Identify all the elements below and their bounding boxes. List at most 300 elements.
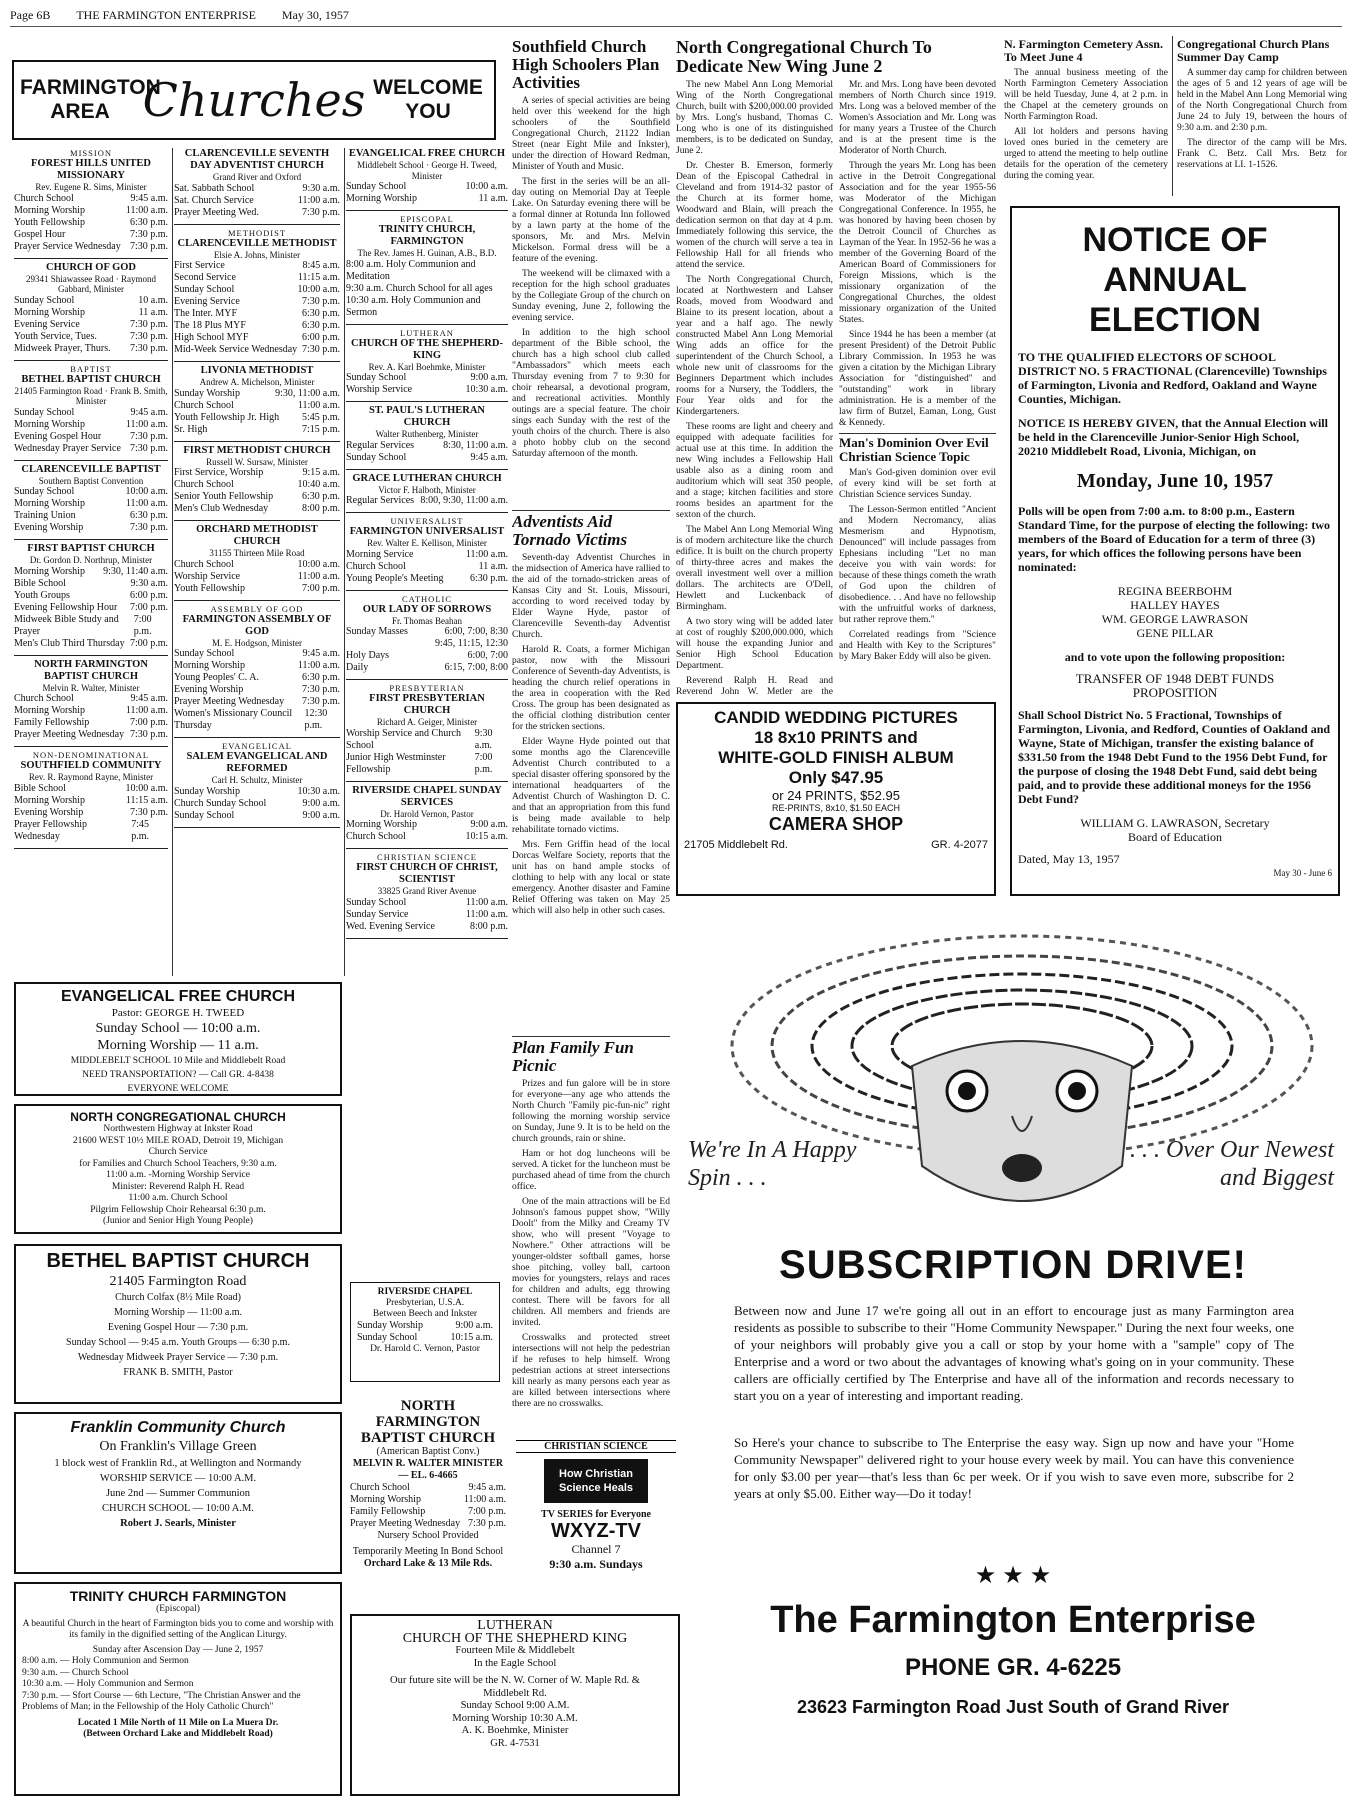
church-details: Fr. Thomas Beahan [391,615,463,626]
story-paragraph: Mr. and Mrs. Long have been devoted members of North Church since 1919. Mrs. Long was a beloved member of the Women's Association and Mr. Long was for many years a Trustee of the Church and is at the present time is the Moderator of North Church. [839,80,996,156]
service-row [346,662,508,674]
nfbc-location: Orchard Lake & 13 Mile Rds. [363,1558,493,1569]
story-paragraph: Through the years Mr. Long has been active in the Detroit Congregational Association and for the year 1955-56 was Moderator of the Michigan Congregational Conference. In 1955, he was honored by having been chosen by the Detroit Council of Churches as Layman of the Year. In 1952-56 he was a member of the Governing Board of the American Board of Commissioners for Foreign Missions, which is the missionary organization of the Congregational Churches, the oldest missionary organization of the United States. [839,161,996,325]
service-time: 6:30 p.m. [129,510,168,521]
service-time: 10:00 a.m. [125,486,168,497]
service-time: 9:00 a.m. [302,809,340,821]
service-row [14,419,168,431]
church-name: BETHEL BAPTIST CHURCH [21,373,161,385]
church-listing [14,464,168,535]
riverside-t1: 9:00 a.m. [455,1320,493,1331]
notice-sig1: WILLIAM G. LAWRASON, Secretary [1080,816,1270,830]
service-time: 10:15 a.m. [465,831,508,842]
service-row [174,260,340,272]
service-row [174,660,340,672]
service-name: 10:30 a.m. Holy Communion and Sermon [346,294,481,318]
story-picnic [512,1036,670,1437]
story-adventists [512,510,670,1031]
story-paragraph: Correlated readings from "Science and Health with Key to the Scriptures" by Mary Baker Eddy will also be given. [839,630,996,662]
church-details: Elsie A. Johns, Minister [213,249,301,260]
ncc-l8: Pilgrim Fellowship Choir Rehearsal 6:30 p.m. [90,1204,266,1215]
service-row [350,1518,506,1530]
service-name: 9:30 a.m. Church School for all ages [346,282,493,294]
sub-p1: Between now and June 17 we're going all out in an effort to encourage just as many Farmington area residents as possible to subscribe to their "Home Community Newspaper." During the next four weeks, one of your neighbors will probably give you a call or stop by your home with a "sample" copy of The Enterprise and a word or two about the advantages of knowing what's going on in your community. These callers are officially certified by The Enterprise and have all of the information and records necessary to start you on a year of interesting and important reading. [734,1303,1294,1403]
story-paragraph: The Mabel Ann Long Memorial Wing is of modern architecture like the church edifice. It is built on the church property of thirty-three acres and makes the overall investment well over a million dollars. The architects are O'Dell, Hewlett and Luckenback of Birmingham. [676,525,833,612]
story-day-camp [1172,36,1347,196]
service-row [174,207,340,219]
efc-welcome: EVERYONE WELCOME [127,1084,229,1094]
franklin-l3: WORSHIP SERVICE — 10:00 A.M. [99,1473,257,1484]
service-name: Prayer Meeting Wednesday [174,696,285,707]
church-category: UNIVERSALIST [390,516,464,526]
service-time: 8:00 p.m. [469,920,508,932]
divider [14,258,168,259]
service-time: 9:45, 11:15, 12:30 [435,638,508,649]
story-cemetery [1004,36,1168,196]
church-category: METHODIST [227,227,287,238]
service-name: Church School [14,192,74,204]
service-row [346,384,508,396]
service-name: Morning Worship [14,498,85,509]
story-paragraph: Seventh-day Adventist Churches in the midsection of America have rallied to the aid of the tornado-stricken areas of Kansas City and St. Louis, Missouri, according to word received today by Elder Wayne Hyde, pastor of Clarenceville Seventh-day Adventist Church. [512,553,670,640]
franklin-name: Franklin Community Church [70,1419,286,1436]
service-row [14,205,168,217]
service-row [346,831,508,843]
sub-phone: PHONE GR. 4-6225 [904,1654,1122,1681]
nominee-name: GENE PILLAR [1136,626,1214,640]
church-details: 33825 Grand River Avenue [377,886,477,896]
service-name: Worship Service and Church School [346,727,461,751]
church-name: LIVONIA METHODIST [200,365,314,376]
service-time: 7:30 p.m. [129,522,168,533]
notice-run: May 30 - June 6 [1273,868,1332,878]
service-row [14,217,168,229]
divider [346,590,508,591]
lutheran-l8: A. K. Boehmke, Minister [461,1725,569,1736]
franklin-ad [14,1412,342,1574]
service-row [174,412,340,424]
service-name: Church School [350,1482,410,1493]
service-row [174,571,340,583]
election-notice [1010,206,1340,896]
service-row [174,284,340,296]
divider [346,210,508,211]
nfbc-note: Nursery School Provided [377,1530,479,1541]
service-name: Sunday Service [346,908,409,920]
service-time: 8:30, 11:00 a.m. [443,439,508,451]
service-row [14,229,168,241]
church-listing [14,148,168,253]
notice-dated: Dated, May 13, 1957 [1018,852,1120,866]
service-time: 10:30 a.m. [465,384,508,395]
divider [174,737,340,738]
service-name: Holy Days [346,650,390,661]
service-name: Church School [174,479,234,490]
service-time: 7:00 p.m. [129,717,168,728]
service-name: The 18 Plus MYF [174,320,246,331]
service-name: Church School [14,693,74,704]
story-paragraph: The weekend will be climaxed with a reception for the high school graduates by the Collegiate Group of the church on Sunday evening, June 2, following the evening service. [512,269,670,323]
church-name: OUR LADY OF SORROWS [362,603,492,615]
bethel-pastor: FRANK B. SMITH, Pastor [123,1367,233,1378]
church-name: NORTH FARMINGTON BAPTIST CHURCH [34,658,148,682]
service-name: Sunday School [346,181,407,192]
story-paragraph: The annual business meeting of the North Farmington Cemetery Association will be held Tuesday, June 4, at 2 p.m. in the Chapel at the cemetery grounds on North Farmington Road. [1004,68,1168,122]
page-number: Page 6B [10,7,51,22]
divider [174,600,340,601]
notice-p1: TO THE QUALIFIED ELECTORS OF SCHOOL DISTRICT NO. 5 FRACTIONAL (Clarenceville) Townships of Farmington, Livonia and Redford, Oakland and Wayne Counties, Michigan. [1018,350,1327,406]
banner-right: WELCOME YOU [373,76,483,123]
service-row [174,559,340,571]
church-category: ASSEMBLY OF GOD [210,603,304,614]
ncc-l5: 11:00 a.m. -Morning Worship Service [106,1170,250,1180]
service-name: Morning Worship [14,306,85,318]
bethel-ad [14,1244,342,1404]
church-name: FIRST CHURCH OF CHRIST, SCIENTIST [356,862,498,885]
service-name: Morning Worship [350,1494,421,1505]
church-name: FARMINGTON UNIVERSALIST [349,526,505,537]
church-details: Rev. Eugene R. Sims, Minister [35,182,147,192]
service-name: Youth Fellowship Jr. High [174,411,280,423]
ncc-name: NORTH CONGREGATIONAL CHURCH [70,1110,286,1124]
service-name: Church School [174,399,234,411]
service-name: First Service, Worship [174,467,264,478]
service-time: 11:00 a.m. [297,399,340,411]
service-time: 6:30 p.m. [301,308,340,319]
service-time: 7:30 p.m. [129,729,168,740]
service-time: 7:30 p.m. [129,240,168,252]
cs-tv: TV SERIES for Everyone [541,1509,651,1520]
church-listing [174,148,340,219]
church-details: Walter Ruthenberg, Minister [375,429,479,439]
service-row [346,495,508,507]
church-category: NON-DENOMINATIONAL [32,750,150,760]
service-row [346,561,508,573]
service-time: 10:40 a.m. [297,479,340,490]
cs-channel: Channel 7 [571,1542,621,1556]
service-row [174,344,340,356]
service-row [174,798,340,810]
sub-title: SUBSCRIPTION DRIVE! [779,1243,1247,1287]
service-time: 9:00 a.m. [470,819,508,830]
lutheran-l1: LUTHERAN [477,1618,553,1633]
service-name: Sunday Worship [174,785,240,797]
efc-trans: NEED TRANSPORTATION? — Call GR. 4-8438 [82,1070,274,1080]
story-paragraph: A summer day camp for children between the ages of 5 and 12 years of age will be held in the Mabel Ann Long Memorial wing of the North Congregational Church from June 24 to July 19, between the hours of 9:30 a.m. and 2:30 p.m. [1177,68,1347,133]
service-name: Prayer Meeting Wednesday [350,1518,461,1529]
story-paragraph: These rooms are light and cheery and equipped with adequate facilities for actual use at this time. In addition the new Wing includes a Fellowship Hall usable also as a dining room and auditorium which will seat 350 people, and a stage; kitchen facilities and store rooms besides an apartment for the sexton of the church. [676,422,833,520]
directory-column-1 [14,148,173,976]
service-time: 11:00 a.m. [463,1494,506,1505]
sub-paper-name: The Farmington Enterprise [770,1599,1256,1641]
lutheran-l4: In the Eagle School [473,1657,557,1669]
divider [14,848,168,849]
service-row [346,897,508,909]
church-category: BAPTIST [70,363,112,374]
nominee-list [1018,584,1332,640]
service-time: 10:30 a.m. [297,785,340,797]
church-details: Rev. Walter E. Kellison, Minister [367,538,487,548]
service-name: Second Service [174,272,236,283]
service-name: Evening Service [14,318,80,330]
story-paragraph: The first in the series will be an all-day outing on Memorial Day at Teeple Lake. On Saturday evening there will be a formal dinner at Rotunda Inn followed by a lawn party at the home of the sponsors, Mr. and Mrs. Melvin Mickelson. Formal dress will be a feature of the evening. [512,177,670,264]
lutheran-l5: Our future site will be the N. W. Corner of W. Maple Rd. & Middlebelt Rd. [390,1675,640,1699]
church-category: LUTHERAN [400,327,454,338]
service-name: Morning Worship [346,819,417,830]
service-time: 11:00 a.m. [465,548,508,560]
camera-l4: Only $47.95 [788,768,884,787]
service-name: Young Peoples' C. A. [174,672,259,683]
church-name: FIRST BAPTIST CHURCH [27,543,155,554]
service-time: 6:30 p.m. [129,216,168,228]
church-listing [346,852,508,933]
church-details: 21405 Farmington Road · Frank B. Smith, Minister [14,385,168,406]
church-details: Southern Baptist Convention [38,475,144,486]
service-name: Wed. Evening Service [346,920,435,932]
nominee-name: REGINA BEERBOHM [1117,584,1233,598]
ncc-l9: (Junior and Senior High Young People) [103,1216,253,1226]
bethel-l4: Sunday School — 9:45 a.m. Youth Groups — 6:30 p.m. [66,1337,290,1348]
service-name: High School MYF [174,332,249,343]
divider [346,324,508,325]
service-row [14,807,168,819]
divider [346,848,508,849]
service-name: Senior Youth Fellowship [174,491,274,502]
service-name: Midweek Bible Study and Prayer [14,613,119,637]
cs-time: 9:30 a.m. Sundays [549,1557,643,1571]
service-time: 7:00 p.m. [301,582,340,594]
camera-shop-ad [676,702,996,896]
church-listing [346,683,508,776]
service-name: Prayer Service Wednesday [14,240,121,252]
service-time: 7:30 p.m. [129,318,168,330]
church-name: SOUTHFIELD COMMUNITY [20,760,162,771]
church-listing [346,148,508,205]
service-row [346,193,508,205]
service-name: Evening Worship [14,522,84,533]
service-row [346,283,508,295]
service-row [14,443,168,455]
church-listing [174,445,340,516]
service-row [14,319,168,331]
service-time: 10:00 a.m. [125,782,168,794]
service-name: Morning Worship [14,705,85,716]
service-name: Family Fellowship [350,1506,426,1517]
church-listing [174,604,340,733]
story-adventists-headline: Adventists Aid Tornado Victims [512,512,628,549]
church-details: The Rev. James H. Guinan, A.B., B.D. [357,248,497,258]
service-name: Gospel Hour [14,228,66,240]
church-details: Russell W. Sursaw, Minister [206,456,308,467]
cs-label: CHRISTIAN SCIENCE [516,1440,676,1453]
service-name: Morning Worship [174,660,245,671]
church-listing [14,750,168,843]
service-time: 9:30 a.m. [474,727,493,751]
trinity-ad [14,1582,342,1796]
service-name: Mid-Week Service Wednesday [174,344,298,355]
trinity-l3: 8:00 a.m. — Holy Communion and Sermon [22,1656,189,1666]
service-name: Sunday School [346,451,407,463]
service-name: Sunday School [174,648,235,659]
service-time: 11:00 a.m. [465,908,508,920]
notice-date: Monday, June 10, 1957 [1076,470,1274,492]
church-details: 31155 Thirteen Mile Road [209,548,305,558]
camera-l7: CAMERA SHOP [768,814,904,834]
church-name: ORCHARD METHODIST CHURCH [196,524,318,547]
service-time: 11:15 a.m. [297,272,340,283]
efc-s2: Morning Worship — 11 a.m. [97,1038,259,1053]
divider [174,441,340,442]
service-time: 7:30 p.m. [301,344,340,355]
story-southfield-headline: Southfield Church High Schoolers Plan Activities [512,37,660,92]
service-time: 9:45 a.m. [130,693,168,704]
service-row [14,407,168,419]
camera-l6: RE-PRINTS, 8x10, $1.50 EACH [771,803,901,813]
sub-stars: ★ ★ ★ [974,1563,1052,1589]
service-row [174,503,340,515]
trinity-l1: A beautiful Church in the heart of Farmington bids you to come and worship with its family in the dignified setting of the Anglican Liturgy. [22,1618,334,1640]
story-paragraph: The North Congregational Church, located at Northwestern and Lahser Roads, moved from Woodward and Blaine to its present location, about a year and a half ago. The newly constructed Mabel Ann Long Memorial Wing adds an office for the superintendent of the Church School, a whole new unit of classrooms for the Beginners Department which includes rooms for a Nursery, the Toddlers, the Four Year olds and for the Kindergarteners. [676,275,833,417]
service-name: Regular Services [346,495,415,506]
service-time: 7:30 p.m. [301,696,340,707]
church-listing [346,516,508,585]
service-row [14,431,168,443]
service-name: Sunday School [174,809,235,821]
service-row [14,705,168,717]
service-row [174,696,340,708]
service-row [174,183,340,195]
service-time: 10 a.m. [138,294,168,306]
efc-pastor: Pastor: GEORGE H. TWEED [111,1007,245,1019]
notice-p4: and to vote upon the following proposition: [1064,650,1286,664]
story-cs-headline: Man's Dominion Over Evil Christian Science Topic [839,435,989,464]
story-paragraph: Elder Wayne Hyde pointed out that some months ago the Clarenceville Adventist Church contributed to a special disaster offering sponsored by the international headquarters of the Adventist Church of Washington D. C. and that an appropriation from this fund is being made available to help rehabilitate tornado victims. [512,737,670,835]
story-north-congregational [676,36,996,696]
divider [174,827,340,828]
riverside-s2: Sunday School [357,1332,418,1343]
franklin-l5: CHURCH SCHOOL — 10:00 A.M. [102,1503,254,1514]
service-row [174,810,340,822]
service-row [346,573,508,585]
sub-left-tagline: We're In A Happy Spin . . . [688,1137,857,1191]
service-name: Church School [174,558,234,570]
service-time: 10:00 a.m. [297,558,340,570]
riverside-pastor: Dr. Harold C. Vernon, Pastor [370,1344,480,1354]
service-row [14,578,168,590]
service-name: The Inter. MYF [174,308,238,319]
notice-p3: Polls will be open from 7:00 a.m. to 8:00 p.m., Eastern Standard Time, for the purpose of electing the following: two members of the Board of Education for a term of three (3) years, for which offices the following persons have been nominated: [1018,504,1330,574]
service-name: Sunday Worship [174,387,240,399]
franklin-l4: June 2nd — Summer Communion [105,1488,251,1499]
notice-p2: NOTICE IS HEREBY GIVEN, that the Annual Election will be held in the Clarenceville Junior-Senior High School, 20210 Middlebelt Road, Livonia, Michigan, on [1018,416,1328,458]
service-row [14,331,168,343]
ncc-l3: Church Service [148,1147,208,1157]
service-name: Daily [346,662,369,673]
church-details: Grand River and Oxford [212,172,302,182]
church-listing [174,524,340,595]
story-paragraph: The new Mabel Ann Long Memorial Wing of the North Congregational Church, built with $200,000.00 provided by Mrs. Long's husband, Thomas C. Long who is one of its distinguished members, is to be dedicated on Sunday, June 2. [676,80,833,156]
nominee-name: WM. GEORGE LAWRASON [1101,612,1249,626]
nfbc-services [350,1482,506,1530]
service-name: Bible School [14,782,66,794]
church-details: Dr. Harold Vernon, Pastor [380,808,474,819]
service-row [14,783,168,795]
story-paragraph: Dr. Chester B. Emerson, formerly Dean of the Episcopal Cathedral in Cleveland and from 1914-32 pastor of the Church at its former home, Woodward and Blain, will preach the dedication sermon on that day at 4 p.m. Immediately following this service, the women of the church will serve a tea in Fellowship Hall for all friends who attend the service. [676,161,833,270]
service-time: 11:00 a.m. [125,498,168,509]
service-time: 9:45 a.m. [130,192,168,204]
riverside-chapel-box [350,1282,500,1382]
bethel-addr: 21405 Farmington Road [109,1274,247,1289]
service-name: Women's Missionary Council Thursday [174,708,293,731]
service-name: Sr. High [174,423,208,435]
service-time: 9:15 a.m. [302,467,340,478]
service-time: 6:00 p.m. [129,589,168,601]
ncc-l7: 11:00 a.m. Church School [128,1193,228,1203]
service-row [346,638,508,650]
service-name: Evening Fellowship Hour [14,601,118,613]
service-time: 8:00 p.m. [301,503,340,514]
story-cemetery-headline: N. Farmington Cemetery Assn. To Meet June 4 [1004,37,1163,64]
notice-sig2: Board of Education [1128,830,1222,844]
franklin-l1: On Franklin's Village Green [99,1439,257,1454]
service-name: Sunday School [14,486,75,497]
story-paragraph: All lot holders and persons having loved ones buried in the cemetery are urged to attend the meeting to help outline details for the operation of the cemetery during the coming year. [1004,127,1168,181]
church-name: FOREST HILLS UNITED MISSIONARY [30,158,151,181]
church-listing [14,543,168,650]
story-paragraph: Mrs. Fern Griffin head of the local Dorcas Welfare Society, reports that the unit has on hand ample stocks of clothing to help with any local or state emergency. Another disaster and Famine Relief Offering was taken on May 25 which will also help in other such cases. [512,840,670,916]
service-time: 6:30 p.m. [469,572,508,584]
banner-left: FARMINGTON AREA [20,76,161,123]
story-paragraph: Prizes and fun galore will be in store for everyone—any age who attends the North Church "Family pic-fun-nic" right following the morning worship service on Sunday, June 9. It is to be held on the church grounds, rain or shine. [512,1079,670,1144]
service-time: 7:30 p.m. [301,296,340,307]
service-name: Sat. Sabbath School [174,182,255,194]
service-time: 11:00 a.m. [465,896,508,908]
trinity-l2: Sunday after Ascension Day — June 2, 1957 [92,1644,264,1655]
lutheran-box [350,1614,680,1796]
story-paragraph: Since 1944 he has been a member (at present President) of the Detroit Public Library Commission. In 1953 he was given a citation by the Michigan Library Association for "distinguished" and "outstanding" work in library administration. He is a member of the law firm of Butzel, Eaman, Long, Gust & Kennedy. [839,330,996,428]
nfbc-sub: (American Baptist Conv.) [376,1446,480,1457]
service-time: 9:00 a.m. [470,372,508,383]
story-paragraph: Reverend Ralph H. Read and Reverend John W. Metler are the [676,676,833,696]
service-row [14,193,168,205]
divider [14,655,168,656]
service-name: Morning Worship [14,565,85,577]
service-time: 11:00 a.m. [297,194,340,206]
service-name: Youth Fellowship [14,216,85,228]
notice-title-2: ANNUAL ELECTION [1089,261,1261,339]
franklin-l2: 1 block west of Franklin Rd., at Wellington and Normandy [54,1458,302,1469]
service-time: 11:00 a.m. [297,570,340,582]
service-name: Evening Worship [14,806,84,818]
trinity-l5: 10:30 a.m. — Holy Communion and Sermon [22,1679,194,1689]
service-name: Church School [346,560,406,572]
story-ncc-headline: North Congregational Church To Dedicate New Wing June 2 [676,37,932,76]
service-time: 7:30 p.m. [129,330,168,342]
service-name: Morning Worship [346,193,417,204]
service-time: 6:30 p.m. [301,672,340,683]
service-time: 9:30, 11:40 a.m. [103,565,168,577]
trinity-l6: 7:30 p.m. — Sfort Course — 6th Lecture, "The Christian Answer and the Problems of Man; in the Fellowship of the Holy Catholic Church" [22,1690,301,1712]
service-row [14,241,168,253]
church-category: MISSION [70,148,112,158]
service-name: Youth Fellowship [174,582,245,594]
service-row [14,522,168,534]
service-time: 6:00, 7:00, 8:30 [444,626,508,637]
divider [14,746,168,747]
church-name: FIRST PRESBYTERIAN CHURCH [369,693,485,716]
church-listing [346,405,508,464]
service-time: 7:30 p.m. [129,228,168,240]
